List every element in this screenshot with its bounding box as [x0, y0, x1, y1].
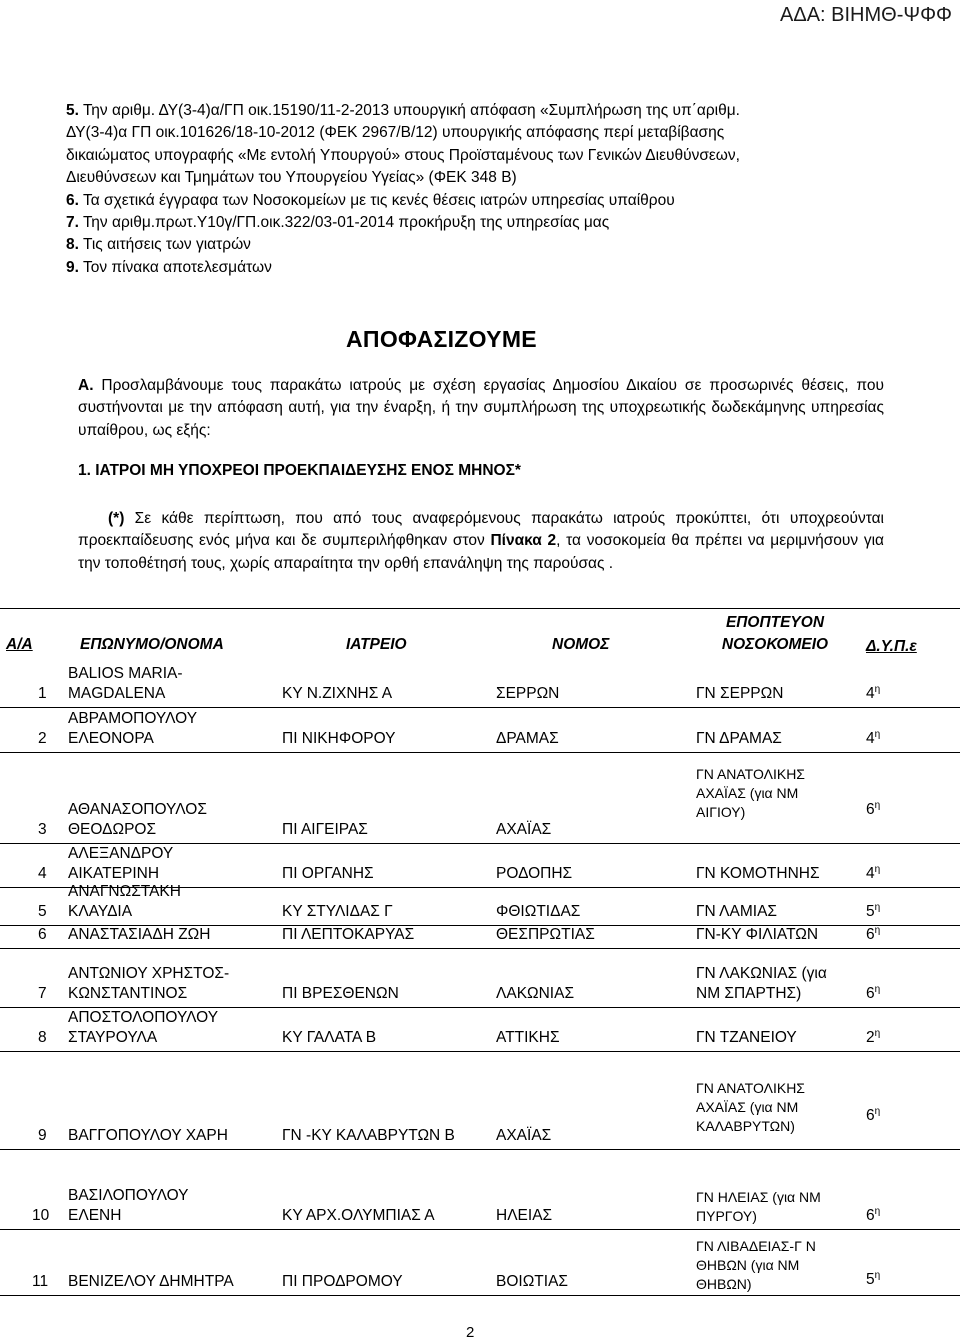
row-separator [0, 1295, 960, 1296]
cell-aa: 11 [32, 1273, 49, 1290]
section-1-title: 1. ΙΑΤΡΟΙ ΜΗ ΥΠΟΧΡΕΟΙ ΠΡΟΕΚΠΑΙΔΕΥΣΗΣ ΕΝΟΣ ΜΗΝΟΣ* [78, 462, 521, 479]
cell-hospital-line: ΓΝ ΗΛΕΙΑΣ (για ΝΜ [696, 1189, 821, 1205]
table-row [0, 1150, 960, 1230]
cell-prefecture: ΑΧΑΪΑΣ [496, 1127, 552, 1144]
cell-dype [866, 1106, 880, 1126]
footnote-paragraph [78, 508, 884, 575]
dype-number: 5 [866, 1271, 875, 1288]
cell-hospital-line: ΓΝ ΑΝΑΤΟΛΙΚΗΣ [696, 1080, 805, 1096]
dype-number: 5 [866, 903, 875, 920]
cell-prefecture: ΔΡΑΜΑΣ [496, 730, 559, 747]
cell-aa: 5 [38, 903, 47, 920]
decision-heading: ΑΠΟΦΑΣΙΖΟΥΜΕ [346, 326, 537, 352]
table-row [0, 708, 960, 753]
header-hospital-line1: ΕΠΟΠΤΕΥΟΝ [725, 614, 825, 631]
cell-dype [866, 729, 880, 749]
cell-hospital-line: ΘΗΒΩΝ) [696, 1276, 752, 1292]
cell-name-line: ΕΛΕΝΗ [68, 1207, 122, 1224]
cell-hospital-line: ΓΝ-ΚΥ ΦΙΛΙΑΤΩΝ [696, 926, 819, 943]
consideration-number: 9. [66, 258, 79, 276]
cell-hospital-line: ΓΝ ΑΝΑΤΟΛΙΚΗΣ [696, 766, 805, 782]
cell-dype [866, 800, 880, 820]
cell-hospital-line: ΓΝ ΛΑΜΙΑΣ [696, 903, 778, 920]
consideration-text: Διευθύνσεων και Τμημάτων του Υπουργείου Υγείας» (ΦΕΚ 348 Β) [66, 169, 517, 187]
cell-dype [866, 864, 880, 884]
cell-name-line: ΕΛΕΟΝΟΡΑ [68, 730, 154, 747]
cell-prefecture: ΗΛΕΙΑΣ [496, 1207, 553, 1224]
cell-hospital-line: ΠΥΡΓΟΥ) [696, 1208, 757, 1224]
dype-superscript: η [874, 983, 881, 995]
cell-name-line: MAGDALENA [68, 685, 166, 702]
cell-hospital-line: ΓΝ ΣΕΡΡΩΝ [696, 685, 784, 702]
footnote-mark: (*) [108, 510, 125, 527]
cell-clinic: ΠΙ ΑΙΓΕΙΡΑΣ [282, 821, 368, 838]
cell-hospital [696, 684, 783, 704]
consideration-line [66, 234, 888, 256]
dype-superscript: η [874, 1269, 881, 1281]
cell-name [68, 925, 210, 945]
consideration-number: 7. [66, 214, 79, 232]
cell-hospital-line: ΑΙΓΙΟΥ) [696, 804, 746, 820]
cell-clinic: ΚΥ ΓΑΛΑΤΑ Β [282, 1029, 377, 1046]
consideration-text: Την αριθμ. ΔΥ(3-4)α/ΓΠ οικ.15190/11-2-2013 υπουργική απόφαση «Συμπλήρωση της υπ΄αριθμ. [82, 102, 740, 119]
dype-number: 6 [866, 1107, 875, 1124]
table-row [0, 883, 960, 926]
cell-aa: 1 [38, 685, 47, 702]
cell-clinic: ΠΙ ΠΡΟΔΡΟΜΟΥ [282, 1273, 403, 1290]
cell-dype [866, 1270, 880, 1290]
cell-name-line: ΑΘΑΝΑΣΟΠΟΥΛΟΣ [68, 801, 207, 818]
cell-prefecture: ΦΘΙΩΤΙΔΑΣ [496, 903, 581, 920]
cell-prefecture: ΑΤΤΙΚΗΣ [496, 1029, 560, 1046]
dype-superscript: η [874, 1027, 881, 1039]
cell-prefecture: ΘΕΣΠΡΩΤΙΑΣ [496, 926, 595, 943]
cell-name-line: ΣΤΑΥΡΟΥΛΑ [68, 1029, 158, 1046]
paragraph-a [78, 375, 884, 442]
consideration-line [66, 190, 888, 212]
cell-aa: 7 [38, 985, 47, 1002]
dype-superscript: η [874, 901, 881, 913]
cell-aa: 3 [38, 821, 47, 838]
dype-number: 6 [866, 1207, 875, 1224]
paragraph-a-text: Προσλαμβάνουμε τους παρακάτω ιατρούς με σχέση εργασίας Δημοσίου Δικαίου σε προσωρινές θέσεις, που συστήνονται με την απόφαση αυτή, για την έναρξη, ή την συμπλήρωση της υποχρεωτικής δωδεκάμηνης υπηρεσίας υπαίθρου, ως εξής: [78, 377, 885, 439]
cell-clinic: ΚΥ Ν.ΖΙΧΝΗΣ Α [282, 685, 393, 702]
consideration-number: 6. [66, 191, 79, 209]
consideration-line [66, 100, 888, 122]
table-row [0, 1008, 960, 1052]
table-row [0, 1230, 960, 1296]
dype-superscript: η [874, 799, 881, 811]
cell-aa: 2 [38, 730, 47, 747]
dype-superscript: η [874, 728, 881, 740]
cell-dype [866, 684, 880, 704]
cell-prefecture: ΑΧΑΪΑΣ [496, 821, 552, 838]
cell-name-line: ΑΝΤΩΝΙΟΥ ΧΡΗΣΤΟΣ- [68, 965, 230, 982]
consideration-text: δικαιώματος υπογραφής «Με εντολή Υπουργού» στους Προϊσταμένους των Γενικών Διευθύνσεων, [66, 146, 740, 164]
consideration-text: Τα σχετικά έγγραφα των Νοσοκομείων με τις κενές θέσεις ιατρών υπηρεσίας υπαίθρου [82, 191, 675, 209]
table-row [0, 753, 960, 844]
cell-hospital [696, 729, 782, 749]
cell-dype [866, 984, 880, 1004]
cell-aa: 4 [38, 865, 47, 882]
cell-name-line: ΑΛΕΞΑΝΔΡΟΥ [68, 845, 174, 862]
cell-dype [866, 902, 880, 922]
dype-number: 6 [866, 801, 875, 818]
cell-clinic: ΠΙ ΝΙΚΗΦΟΡΟΥ [282, 730, 396, 747]
cell-hospital-line: ΑΧΑΪΑΣ (για ΝΜ [696, 1099, 799, 1115]
consideration-text: ΔΥ(3-4)α ΓΠ οικ.101626/18-10-2012 (ΦΕΚ 2967/Β/12) υπουργικής απόφασης περί μεταβίβασης [66, 124, 725, 142]
cell-name-line: ΑΠΟΣΤΟΛΟΠΟΥΛΟΥ [68, 1009, 219, 1026]
cell-hospital [696, 1237, 816, 1294]
consideration-text: Τον πίνακα αποτελεσμάτων [82, 258, 272, 276]
cell-name [68, 1272, 234, 1292]
cell-hospital-line: ΚΑΛΑΒΡΥΤΩΝ) [696, 1118, 795, 1134]
cell-hospital-line: ΓΝ ΛΑΚΩΝΙΑΣ (για [696, 965, 827, 982]
cell-dype [866, 1206, 880, 1226]
cell-clinic: ΓΝ -ΚΥ ΚΑΛΑΒΡΥΤΩΝ Β [282, 1127, 455, 1144]
cell-aa: 10 [32, 1207, 50, 1224]
cell-hospital-line: ΓΝ ΔΡΑΜΑΣ [696, 730, 782, 747]
consideration-number: 8. [66, 236, 79, 254]
cell-name-line: ΘΕΟΔΩΡΟΣ [68, 821, 157, 838]
dype-number: 6 [866, 926, 875, 943]
cell-hospital-line: ΓΝ ΤΖΑΝΕΙΟΥ [696, 1029, 797, 1046]
cell-clinic: ΠΙ ΛΕΠΤΟΚΑΡΥΑΣ [282, 926, 415, 943]
cell-name-line: BALIOS MARIA- [68, 665, 183, 682]
cell-name-line: ΑΝΑΓΝΩΣΤΑΚΗ [68, 883, 181, 900]
cell-name [68, 1186, 189, 1226]
cell-aa: 9 [38, 1127, 47, 1144]
cell-name [68, 664, 183, 704]
doctors-table [0, 608, 960, 1308]
cell-name-line: ΑΒΡΑΜΟΠΟΥΛΟΥ [68, 710, 198, 727]
dype-superscript: η [874, 863, 881, 875]
cell-hospital-line: ΑΧΑΪΑΣ (για ΝΜ [696, 785, 799, 801]
dype-superscript: η [874, 1205, 881, 1217]
cell-name-line: ΚΩΝΣΤΑΝΤΙΝΟΣ [68, 985, 188, 1002]
footnote-text-before: Σε κάθε περίπτωση, που από τους αναφερόμενους παρακάτω ιατρούς προκύπτει, ότι υποχρεούνται προεκπαίδευσης ενός μήνα και δε συμπεριλήφθηκαν στον [78, 510, 884, 550]
footnote-text-after: , τα νοσοκομεία θα πρέπει να μεριμνήσουν για την τοποθέτησή τους, χωρίς απαραίτητα την ορθή επανάληψη της παρούσας . [78, 532, 884, 572]
consideration-line [66, 167, 888, 189]
dype-number: 6 [866, 985, 875, 1002]
header-prefecture: ΝΟΜΟΣ [552, 636, 610, 653]
consideration-number: 5. [66, 102, 79, 119]
ada-code: ΑΔΑ: ΒΙΗΜΘ-ΨΦΦ [780, 4, 952, 26]
consideration-line [66, 145, 888, 167]
cell-clinic: ΚΥ ΣΤΥΛΙΔΑΣ Γ [282, 903, 393, 920]
cell-dype [866, 925, 880, 945]
table-row [0, 1052, 960, 1150]
dype-number: 4 [866, 685, 875, 702]
cell-name-line: ΚΛΑΥΔΙΑ [68, 903, 133, 920]
cell-name-line: ΒΑΓΓΟΠΟΥΛΟΥ ΧΑΡΗ [68, 1127, 228, 1144]
cell-hospital [696, 902, 777, 922]
consideration-line [66, 257, 888, 279]
consideration-line [66, 212, 888, 234]
footnote-bold-ref: Πίνακα 2 [490, 532, 557, 550]
cell-prefecture: ΣΕΡΡΩΝ [496, 685, 560, 702]
table-top-border [0, 608, 960, 609]
cell-hospital [696, 1079, 805, 1136]
cell-clinic: ΠΙ ΒΡΕΣΘΕΝΩΝ [282, 985, 399, 1002]
cell-name [68, 709, 197, 749]
consideration-line [66, 122, 888, 144]
table-row [0, 660, 960, 708]
dype-superscript: η [874, 1105, 881, 1117]
cell-hospital [696, 925, 818, 945]
page-number: 2 [466, 1324, 475, 1341]
cell-hospital [696, 1188, 821, 1226]
cell-name [68, 1126, 228, 1146]
cell-name-line: ΒΕΝΙΖΕΛΟΥ ΔΗΜΗΤΡΑ [68, 1273, 234, 1290]
cell-name [68, 844, 173, 884]
dype-superscript: η [874, 683, 881, 695]
cell-aa: 6 [38, 926, 47, 943]
dype-number: 4 [866, 865, 875, 882]
cell-clinic: ΚΥ ΑΡΧ.ΟΛΥΜΠΙΑΣ Α [282, 1207, 435, 1224]
cell-hospital [696, 864, 820, 884]
cell-hospital-line: ΓΝ ΛΙΒΑΔΕΙΑΣ-Γ Ν [696, 1238, 816, 1254]
cell-prefecture: ΡΟΔΟΠΗΣ [496, 865, 573, 882]
consideration-text: Τις αιτήσεις των γιατρών [82, 236, 251, 254]
cell-name-line: ΑΝΑΣΤΑΣΙΑΔΗ ΖΩΗ [68, 926, 211, 943]
cell-hospital [696, 964, 827, 1004]
header-name: ΕΠΩΝΥΜΟ/ΟΝΟΜΑ [80, 636, 224, 653]
cell-hospital [696, 765, 805, 822]
consideration-text: Την αριθμ.πρωτ.Υ10γ/ΓΠ.οικ.322/03-01-2014 προκήρυξη της υπηρεσίας μας [82, 214, 610, 232]
dype-superscript: η [874, 924, 881, 936]
cell-hospital-line: ΝΜ ΣΠΑΡΤΗΣ) [696, 985, 802, 1002]
cell-name [68, 882, 181, 922]
considerations-list [66, 100, 888, 279]
cell-aa: 8 [38, 1029, 47, 1046]
cell-dype [866, 1028, 880, 1048]
dype-number: 4 [866, 730, 875, 747]
header-dype: Δ.Υ.Π.ε [866, 638, 917, 655]
cell-hospital-line: ΓΝ ΚΟΜΟΤΗΝΗΣ [696, 865, 820, 882]
cell-name [68, 800, 207, 840]
header-aa: Α/Α [6, 636, 33, 653]
header-clinic: ΙΑΤΡΕΙΟ [346, 636, 407, 653]
table-row [0, 949, 960, 1008]
header-hospital-line2: ΝΟΣΟΚΟΜΕΙΟ [721, 636, 829, 653]
cell-prefecture: ΒΟΙΩΤΙΑΣ [496, 1273, 568, 1290]
cell-name-line: ΒΑΣΙΛΟΠΟΥΛΟΥ [68, 1187, 189, 1204]
cell-name [68, 964, 229, 1004]
cell-name [68, 1008, 218, 1048]
paragraph-a-label: Α. [78, 377, 94, 394]
cell-clinic: ΠΙ ΟΡΓΑΝΗΣ [282, 865, 374, 882]
cell-hospital-line: ΘΗΒΩΝ (για ΝΜ [696, 1257, 800, 1273]
cell-prefecture: ΛΑΚΩΝΙΑΣ [496, 985, 575, 1002]
table-row [0, 926, 960, 949]
dype-number: 2 [866, 1029, 875, 1046]
cell-name-line: ΑΙΚΑΤΕΡΙΝΗ [68, 865, 160, 882]
cell-hospital [696, 1028, 797, 1048]
